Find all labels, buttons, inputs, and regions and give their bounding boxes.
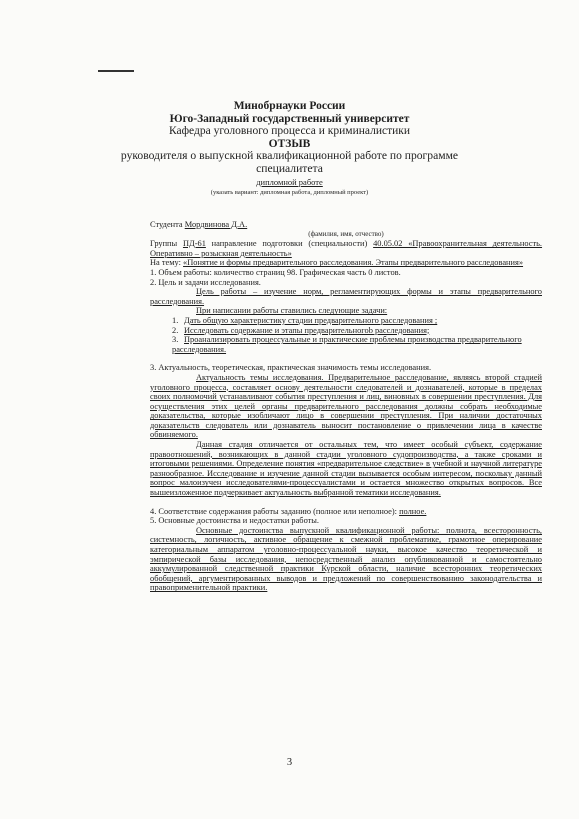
task-item: [172, 326, 542, 336]
document-title: ОТЗЫВ: [268, 137, 311, 150]
topic-line: [150, 258, 542, 268]
direction-label: направление подготовки (специальности): [211, 239, 368, 249]
student-name: Мордвинова Д.А.: [184, 220, 248, 229]
task-item: [172, 316, 542, 326]
document-body: [150, 220, 542, 593]
scan-mark: [98, 70, 134, 72]
relevance-paragraph-1: Актуальность темы исследования. Предварительное расследование, являясь второй стадией уголовного процесса, составляет основу деятельности следователей и дознавателей, которые в пределах своих полномочий устанавливают события преступления и лиц, виновных в совершении преступления. Для осуществления этих целей органы предварительного расследования должны собрать необходимые доказательства, которые изобличают лицо в совершении преступления. При наличии достаточных доказательств следователь или дознаватель выносит постановление о привлечении лица в качестве обвиняемого.: [150, 372, 542, 440]
page-number: 3: [286, 757, 293, 768]
university-name: Юго-Западный государственный университет: [169, 112, 410, 125]
topic-label: На тему:: [150, 258, 181, 268]
work-type-hint: (указать вариант: дипломная работа, дипломный проект): [210, 188, 369, 196]
merits-heading: 5. Основные достоинства и недостатки работы.: [150, 516, 320, 526]
correspondence-value: полное.: [399, 506, 427, 516]
task-item: [172, 335, 542, 354]
group-label: Группы: [150, 239, 178, 249]
student-label: Студента: [150, 220, 183, 229]
task-text: Дать общую характеристику стадии предварительного расследования ;: [184, 315, 438, 325]
volume-line: 1. Объем работы: количество страниц 98. Графическая часть 0 листов.: [150, 267, 401, 277]
correspondence-line: [150, 507, 542, 517]
group-value: ПД-61: [182, 239, 206, 249]
relevance-heading: 3. Актуальность, теоретическая, практическая значимость темы исследования.: [150, 363, 432, 373]
goals-heading: 2. Цель и задачи исследования.: [150, 277, 261, 287]
task-number: 3.: [172, 335, 179, 345]
department-name: Кафедра уголовного процесса и криминалистики: [168, 125, 411, 137]
direction-value: 40.05.02 «Правоохранительная деятельность. Оперативно – розыскная деятельность»: [150, 239, 543, 258]
correspondence-label: 4. Соответствие содержания работы заданию (полное или неполное):: [150, 506, 397, 516]
relevance-paragraph-2: Данная стадия отличается от остальных тем, что имеет особый субъект, содержание правоотношений, возникающих в данной стадии уголовного судопроизводства, а также сроками и итоговыми решениями. Определение понятия «предварительное следствие» в учебной и научной литературе разнообразное. Исследование и изучение данной стадии вызывается особым интересом, поскольку данный вопрос малоизучен исследователями-процессуалистами и остается множество открытых вопросов. Все вышеизложенное подчеркивает актуальность выбранной тематики исследования.: [150, 440, 542, 498]
document-header: [0, 100, 579, 197]
document-subtitle-line1: руководителя о выпускной квалификационной работе по программе: [120, 149, 459, 162]
task-number: 2.: [172, 325, 179, 335]
ministry-name: Минобрнауки России: [233, 100, 346, 112]
student-name-hint: (фамилия, имя, отчество): [308, 229, 384, 238]
goal-text: Цель работы – изучение норм, регламентирующих формы и этапы предварительного расследования.: [150, 287, 542, 306]
merits-text: Основные достоинства выпускной квалификационной работы: полнота, всесторонность, системность, логичность, активное обращение к смежной проблематике, грамотное оперирование категориальным аппаратом уголовно-процессуальной науки, высокое качество теоретической и эмпирической базы исследования, непосредственный анализ опубликованной и самостоятельно аккумулированной следственной практики Курской области, наличие всесторонних теоретических обобщений, аргументированных выводов и предложений по совершенствованию законодательства и правоприменительной практики.: [150, 525, 542, 593]
task-number: 1.: [172, 315, 179, 325]
student-line: [150, 220, 542, 230]
work-type: дипломной работе: [256, 177, 323, 187]
task-text: Проанализировать процессуальные и практические проблемы производства предварительного расследования.: [172, 335, 522, 354]
tasks-intro: При написании работы ставились следующие задачи:: [196, 306, 388, 316]
task-text: Исследовать содержание и этапы предварительногоb расследования;: [184, 325, 430, 335]
group-line: [150, 239, 542, 258]
task-list: [150, 316, 542, 354]
document-subtitle-line2: специалитета: [256, 161, 323, 175]
topic-value: «Понятие и формы предварительного расследования. Этапы предварительного расследования»: [183, 258, 524, 268]
